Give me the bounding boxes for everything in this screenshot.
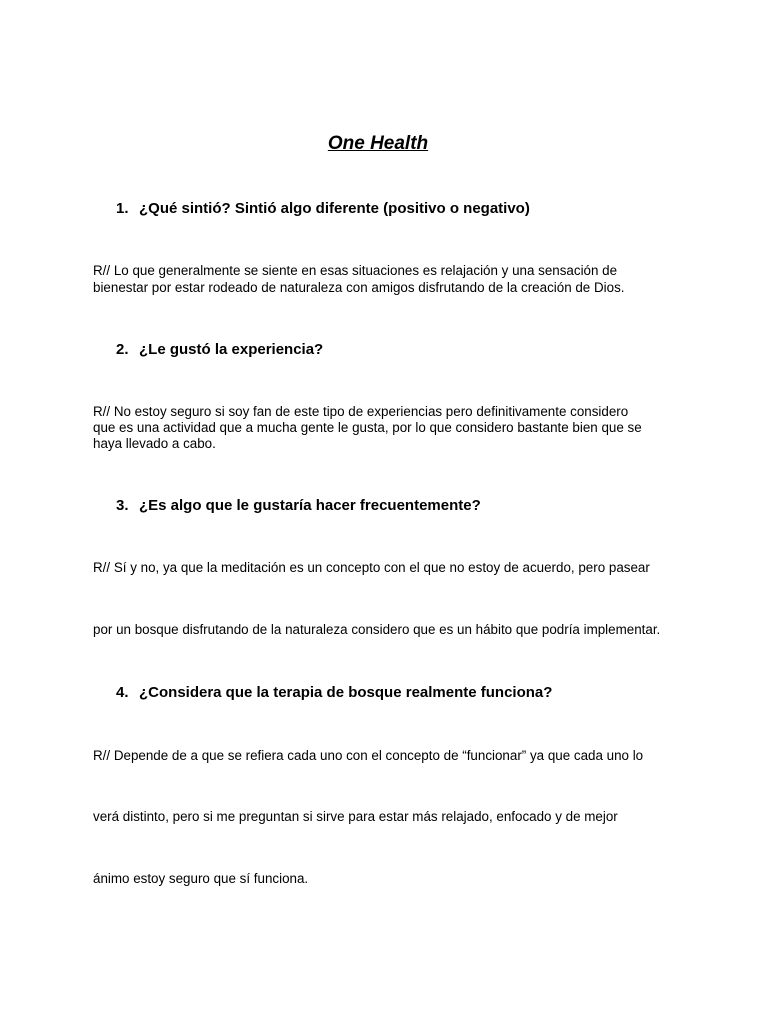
question-text: ¿Le gustó la experiencia? xyxy=(139,341,324,358)
answer-3-line-1: R// Sí y no, ya que la meditación es un concepto con el que no estoy de acuerdo, pero pasear xyxy=(93,560,650,575)
answer-4-line-3: ánimo estoy seguro que sí funciona. xyxy=(93,871,309,886)
answer-4-line-1: R// Depende de a que se refiera cada uno con el concepto de “funcionar” ya que cada uno lo xyxy=(93,748,644,763)
question-number: 1. xyxy=(116,200,129,217)
answer-1-line-1: R// Lo que generalmente se siente en esas situaciones es relajación y una sensación de xyxy=(93,263,618,278)
question-text: ¿Considera que la terapia de bosque realmente funciona? xyxy=(139,684,553,701)
answer-1-line-2: bienestar por estar rodeado de naturaleza con amigos disfrutando de la creación de Dios. xyxy=(93,280,625,295)
question-1 xyxy=(116,200,530,217)
answer-3-line-2: por un bosque disfrutando de la naturaleza considero que es un hábito que podría implementar. xyxy=(93,622,661,637)
question-2 xyxy=(116,341,323,358)
question-text: ¿Es algo que le gustaría hacer frecuentemente? xyxy=(139,497,481,514)
question-text: ¿Qué sintió? Sintió algo diferente (positivo o negativo) xyxy=(139,200,530,217)
question-4 xyxy=(116,684,552,701)
question-number: 4. xyxy=(116,684,129,701)
answer-2-line-2: que es una actividad que a mucha gente le gusta, por lo que considero bastante bien que se xyxy=(93,420,642,435)
question-number: 2. xyxy=(116,341,129,358)
answer-2-line-3: haya llevado a cabo. xyxy=(93,436,216,451)
answer-4-line-2: verá distinto, pero si me preguntan si sirve para estar más relajado, enfocado y de mejor xyxy=(93,809,618,824)
question-3 xyxy=(116,497,481,514)
document-title: One Health xyxy=(327,133,429,154)
answer-2-line-1: R// No estoy seguro si soy fan de este tipo de experiencias pero definitivamente considero xyxy=(93,404,629,419)
question-number: 3. xyxy=(116,497,129,514)
